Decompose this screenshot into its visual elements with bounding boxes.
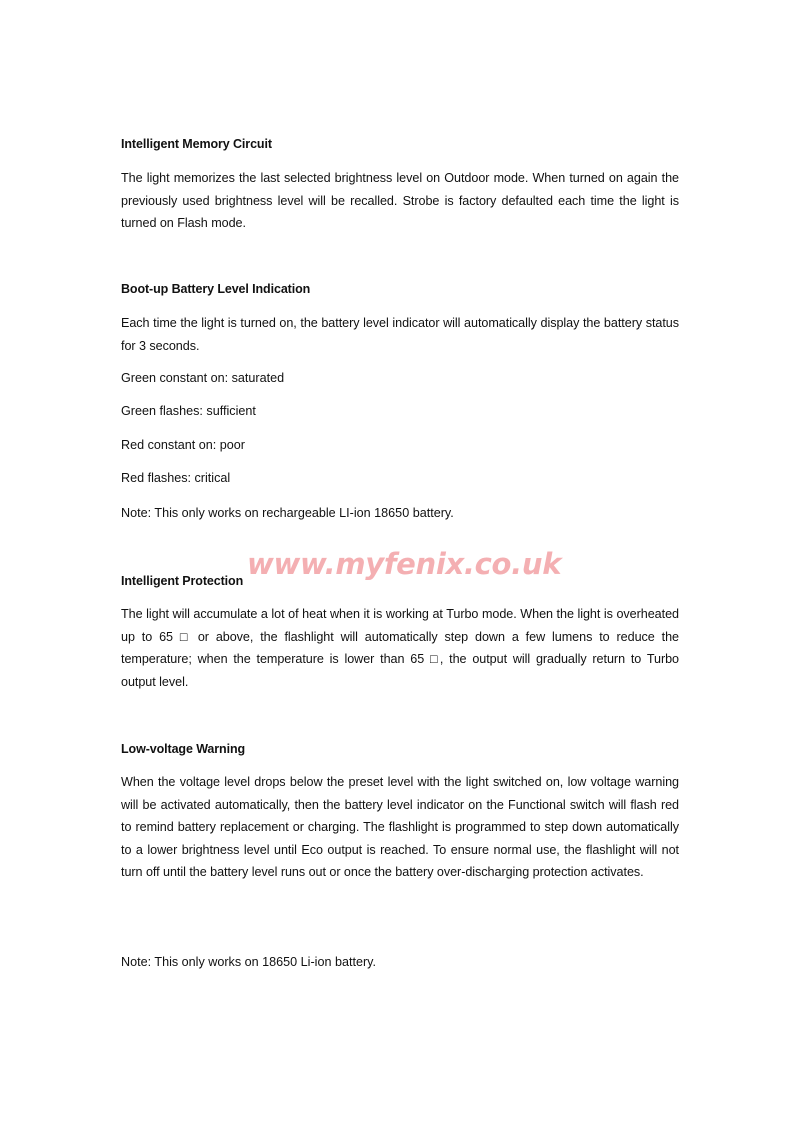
section-paragraph-battery-indication: Each time the light is turned on, the battery level indicator will automatically display the battery status for 3 seconds. xyxy=(121,316,679,353)
footer-note: Note: This only works on 18650 Li-ion battery. xyxy=(121,955,377,969)
battery-status-green-constant: Green constant on: saturated xyxy=(121,371,285,385)
section-paragraph-memory-circuit: The light memorizes the last selected brightness level on Outdoor mode. When turned on again the previously used brightness level will be recalled. Strobe is factory defaulted each time the light is turned on Flash mode. xyxy=(121,171,679,231)
section-heading-memory-circuit: Intelligent Memory Circuit xyxy=(121,137,272,151)
section-heading-low-voltage: Low-voltage Warning xyxy=(121,742,246,756)
section-paragraph-low-voltage: When the voltage level drops below the preset level with the light switched on, low voltage warning will be activated automatically, then the battery level indicator on the Functional switch will flash red to remind battery replacement or charging. The flashlight is programmed to step down automatically to a lower brightness level until Eco output is reached. To ensure normal use, the flashlight will not turn off until the battery level runs out or once the battery over-discharging protection activates. xyxy=(121,775,679,880)
battery-note: Note: This only works on rechargeable LI-ion 18650 battery. xyxy=(121,506,454,520)
section-heading-battery-indication: Boot-up Battery Level Indication xyxy=(121,282,311,296)
battery-status-green-flashes: Green flashes: sufficient xyxy=(121,404,256,418)
section-heading-intelligent-protection: Intelligent Protection xyxy=(121,574,244,588)
battery-status-red-flashes: Red flashes: critical xyxy=(121,471,231,485)
battery-status-red-constant: Red constant on: poor xyxy=(121,438,245,452)
section-paragraph-intelligent-protection: The light will accumulate a lot of heat when it is working at Turbo mode. When the light is overheated up to 65 □ or above, the flashlight will automatically step down a few lumens to reduce the temperature; when the temperature is lower than 65 □, the output will gradually return to Turbo output level. xyxy=(121,607,679,689)
watermark: www.myfenix.co.uk xyxy=(247,547,562,581)
